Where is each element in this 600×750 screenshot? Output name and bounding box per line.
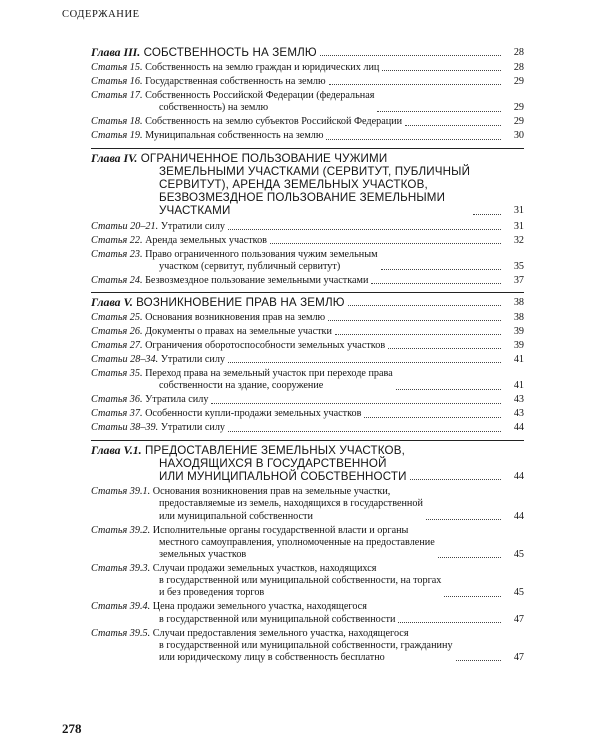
toc-entry-label: Статья 27. [91, 340, 143, 352]
toc-entry-continuation: ЗЕМЕЛЬНЫМИ УЧАСТКАМИ (СЕРВИТУТ, ПУБЛИЧНЫЙ [159, 164, 471, 178]
dot-leader [473, 214, 501, 215]
dot-leader [438, 557, 501, 558]
toc-entry-title: Собственность на землю субъектов Российской Федерации [145, 116, 403, 128]
toc-entry-title: Утратили силу [160, 422, 225, 434]
toc-entry-first-line [91, 486, 423, 498]
toc-entry-continuation: в государственной или муниципальной собственности, на торгах [159, 575, 442, 587]
toc-page-number: 38 [513, 297, 524, 309]
toc-article[interactable] [91, 130, 524, 142]
toc-article[interactable] [91, 486, 524, 523]
dot-leader [335, 334, 501, 335]
toc-entry-first-line [91, 444, 407, 457]
toc-entry-title: Ограничения оборотоспособности земельных участков [145, 340, 386, 352]
toc-entry-first-line [91, 275, 368, 287]
toc-page-number: 29 [513, 102, 524, 114]
toc-page-number: 44 [513, 422, 524, 434]
toc-article[interactable] [91, 62, 524, 74]
toc-entry-title: Случаи предоставления земельного участка, находящегося [152, 627, 409, 639]
toc-entry-continuation: НАХОДЯЩИХСЯ В ГОСУДАРСТВЕННОЙ [159, 456, 387, 470]
toc-article[interactable] [91, 368, 524, 392]
toc-entry-first-line [91, 326, 332, 338]
toc-page-number: 45 [513, 549, 524, 561]
toc-entry-continuation: БЕЗВОЗМЕЗДНОЕ ПОЛЬЗОВАНИЕ ЗЕМЕЛЬНЫМИ [159, 191, 446, 205]
toc-entry-title: Муниципальная собственность на землю [145, 130, 324, 142]
toc-entry-first-line [91, 249, 378, 261]
dot-leader [228, 362, 501, 363]
toc-entry-first-line [91, 368, 393, 380]
toc-article[interactable] [91, 354, 524, 366]
toc-entry-first-line [91, 62, 379, 74]
toc-chapter[interactable] [91, 46, 524, 59]
toc-entry-label: Статья 39.4. [91, 601, 151, 613]
dot-leader [228, 229, 501, 230]
toc-entry-continuation: участком (сервитут, публичный сервитут) [159, 260, 341, 272]
toc-entry-label: Статья 39.3. [91, 563, 151, 575]
toc-article[interactable] [91, 76, 524, 88]
dot-leader [426, 519, 501, 520]
toc-entry-title: Основания возникновения прав на земельные участки, [152, 486, 391, 498]
toc-entry-title: Аренда земельных участков [145, 234, 267, 246]
toc-entry-continuation: собственности на здание, сооружение [159, 380, 324, 392]
toc-entry-title: ОГРАНИЧЕННОЕ ПОЛЬЗОВАНИЕ ЧУЖИМИ [140, 151, 388, 165]
toc-article[interactable] [91, 116, 524, 128]
toc-article[interactable] [91, 601, 524, 625]
toc-entry-first-line [91, 408, 361, 420]
toc-page-number: 38 [513, 312, 524, 324]
toc-entry-label: Статьи 20–21. [91, 220, 159, 232]
dot-leader [371, 283, 501, 284]
toc-article[interactable] [91, 525, 524, 562]
page-number: 278 [62, 721, 82, 736]
toc-entry-first-line [91, 340, 385, 352]
dot-leader [211, 403, 501, 404]
toc-article[interactable] [91, 563, 524, 600]
toc-entry-continuation: и без проведения торгов [159, 587, 265, 599]
chapter-divider [91, 292, 524, 293]
toc-entry-title: Утратила силу [145, 394, 209, 406]
toc-page-number: 30 [513, 130, 524, 142]
toc-page-number: 29 [513, 76, 524, 88]
dot-leader [410, 479, 501, 480]
toc-entry-label: Статья 22. [91, 234, 143, 246]
toc-page-number: 41 [513, 354, 524, 366]
toc-entry-label: Статья 26. [91, 326, 143, 338]
toc-page-number: 39 [513, 326, 524, 338]
toc-entry-label: Статья 24. [91, 274, 143, 286]
toc-entry-label: Статья 18. [91, 116, 143, 128]
toc-entry-continuation: земельных участков [159, 549, 247, 561]
dot-leader [320, 55, 501, 56]
toc-entry-first-line [91, 525, 435, 537]
toc-entry-title: Утратили силу [160, 220, 225, 232]
toc-entry-first-line [91, 235, 267, 247]
toc-page-number: 45 [513, 587, 524, 599]
toc-entry-title: ВОЗНИКНОВЕНИЕ ПРАВ НА ЗЕМЛЮ [136, 296, 345, 310]
toc-page-number: 37 [513, 274, 524, 286]
toc-article[interactable] [91, 340, 524, 352]
toc-entry-label: Статья 16. [91, 76, 143, 88]
toc-page-number: 28 [513, 62, 524, 74]
toc-entry-first-line [91, 394, 208, 406]
toc-chapter[interactable] [91, 152, 524, 218]
toc-entry-continuation: в государственной или муниципальной собственности, гражданину [159, 639, 453, 651]
toc-entry-continuation: или муниципальной собственности [159, 510, 313, 522]
toc-entry-label: Статья 15. [91, 62, 143, 74]
toc-article[interactable] [91, 312, 524, 324]
toc-article[interactable] [91, 326, 524, 338]
toc-page-number: 43 [513, 408, 524, 420]
toc-entry-label: Статьи 38–39. [91, 422, 159, 434]
dot-leader [364, 417, 501, 418]
toc-entry-first-line [91, 76, 326, 88]
toc-entry-continuation: или юридическому лицу в собственность бесплатно [159, 652, 385, 664]
toc-entry-label: Статья 19. [91, 130, 143, 142]
dot-leader [377, 111, 501, 112]
toc-entry-title: Документы о правах на земельные участки [145, 326, 332, 338]
toc-entry-title: Основания возникновения прав на землю [145, 312, 326, 324]
toc-article[interactable] [91, 408, 524, 420]
toc-article[interactable] [91, 275, 524, 287]
toc-entry-first-line [91, 354, 225, 366]
toc-entry-title: Переход права на земельный участок при переходе права [145, 368, 393, 380]
dot-leader [270, 243, 501, 244]
toc-entry-label: Статья 37. [91, 408, 143, 420]
dot-leader [228, 431, 501, 432]
toc-entry-title: Особенности купли-продажи земельных участков [145, 408, 362, 420]
toc-entry-first-line [91, 628, 453, 640]
toc-entry-first-line [91, 90, 374, 102]
dot-leader [388, 348, 501, 349]
toc-entry-title: Безвозмездное пользование земельными участками [145, 274, 369, 286]
toc-entry-title: Исполнительные органы государственной власти и органы [152, 524, 409, 536]
dot-leader [396, 389, 501, 390]
toc-entry-title: ПРЕДОСТАВЛЕНИЕ ЗЕМЕЛЬНЫХ УЧАСТКОВ, [145, 443, 405, 457]
toc-entry-label: Статьи 28–34. [91, 354, 159, 366]
toc-entry-label: Статья 39.5. [91, 627, 151, 639]
toc-entry-continuation: ИЛИ МУНИЦИПАЛЬНОЙ СОБСТВЕННОСТИ [159, 470, 407, 484]
toc-entry-title: Случаи продажи земельных участков, находящихся [152, 563, 377, 575]
toc-entry-label: Статья 36. [91, 394, 143, 406]
toc-entry-first-line [91, 46, 317, 59]
toc-page-number: 43 [513, 394, 524, 406]
toc-entry-label: Статья 25. [91, 312, 143, 324]
toc-entry-label: Статья 35. [91, 368, 143, 380]
toc-article[interactable] [91, 221, 524, 233]
toc-entry-first-line [91, 422, 225, 434]
toc-entry-continuation: собственность) на землю [159, 102, 269, 114]
toc-article[interactable] [91, 249, 524, 273]
dot-leader [381, 269, 501, 270]
dot-leader [329, 84, 501, 85]
toc-entry-title: СОБСТВЕННОСТЬ НА ЗЕМЛЮ [143, 46, 317, 59]
toc-entry-first-line [91, 601, 395, 613]
toc-entry-continuation: предоставляемые из земель, находящихся в государственной [159, 498, 423, 510]
toc-page-number: 31 [513, 205, 524, 217]
toc-page-number: 47 [513, 652, 524, 664]
dot-leader [328, 320, 501, 321]
dot-leader [456, 660, 501, 661]
toc-chapter[interactable] [91, 444, 524, 484]
chapter-divider [91, 148, 524, 149]
toc-entry-first-line [91, 130, 323, 142]
dot-leader [398, 622, 501, 623]
toc-entry-continuation: СЕРВИТУТ), АРЕНДА ЗЕМЕЛЬНЫХ УЧАСТКОВ, [159, 178, 428, 192]
toc-entry-title: Право ограниченного пользования чужим земельным [145, 248, 378, 260]
toc-article[interactable] [91, 235, 524, 247]
toc-entry-title: Собственность Российской Федерации (федеральная [145, 90, 375, 102]
toc-entry-first-line [91, 221, 225, 233]
toc-article[interactable] [91, 90, 524, 114]
toc-page-number: 29 [513, 116, 524, 128]
toc-page-number: 35 [513, 260, 524, 272]
chapter-divider [91, 440, 524, 441]
toc-article[interactable] [91, 628, 524, 665]
toc-article[interactable] [91, 394, 524, 406]
toc-page-number: 44 [513, 471, 524, 483]
toc-entry-label: Статья 39.1. [91, 486, 151, 498]
toc-entry-label: Статья 17. [91, 90, 143, 102]
dot-leader [444, 596, 501, 597]
toc-page-number: 39 [513, 340, 524, 352]
toc-page-number: 47 [513, 613, 524, 625]
toc-entry-label: Статья 39.2. [91, 524, 151, 536]
toc-entry-continuation: в государственной или муниципальной собственности [159, 613, 396, 625]
toc-article[interactable] [91, 422, 524, 434]
toc-entry-title: Утратили силу [160, 354, 225, 366]
toc-entry-label: Статья 23. [91, 248, 143, 260]
toc-page-number: 32 [513, 234, 524, 246]
toc-entry-first-line [91, 152, 470, 165]
toc-page-number: 28 [513, 47, 524, 58]
toc-entry-first-line [91, 563, 441, 575]
toc-entry-continuation: УЧАСТКАМИ [159, 204, 231, 218]
toc-entry-label: Глава III. [91, 45, 141, 59]
dot-leader [382, 70, 501, 71]
dot-leader [405, 125, 501, 126]
toc-entry-label: Глава V.1. [91, 442, 142, 457]
toc-entry-title: Цена продажи земельного участка, находящегося [152, 601, 367, 613]
toc-entry-label: Глава V. [91, 295, 133, 310]
toc-entry-first-line [91, 312, 325, 324]
toc-entry-title: Собственность на землю граждан и юридических лиц [145, 62, 380, 74]
toc-entry-title: Государственная собственность на землю [145, 76, 326, 88]
running-head: СОДЕРЖАНИЕ [62, 9, 140, 20]
toc-entry-first-line [91, 116, 402, 128]
toc-page-number: 31 [513, 220, 524, 232]
toc-page-number: 44 [513, 510, 524, 522]
toc-chapter[interactable] [91, 296, 524, 309]
toc-page-number: 41 [513, 380, 524, 392]
dot-leader [326, 139, 501, 140]
toc-entry-continuation: местного самоуправления, уполномоченные на предоставление [159, 536, 435, 548]
toc-entry-first-line [91, 296, 345, 309]
dot-leader [348, 305, 501, 306]
table-of-contents [91, 42, 524, 666]
toc-entry-label: Глава IV. [91, 150, 138, 165]
